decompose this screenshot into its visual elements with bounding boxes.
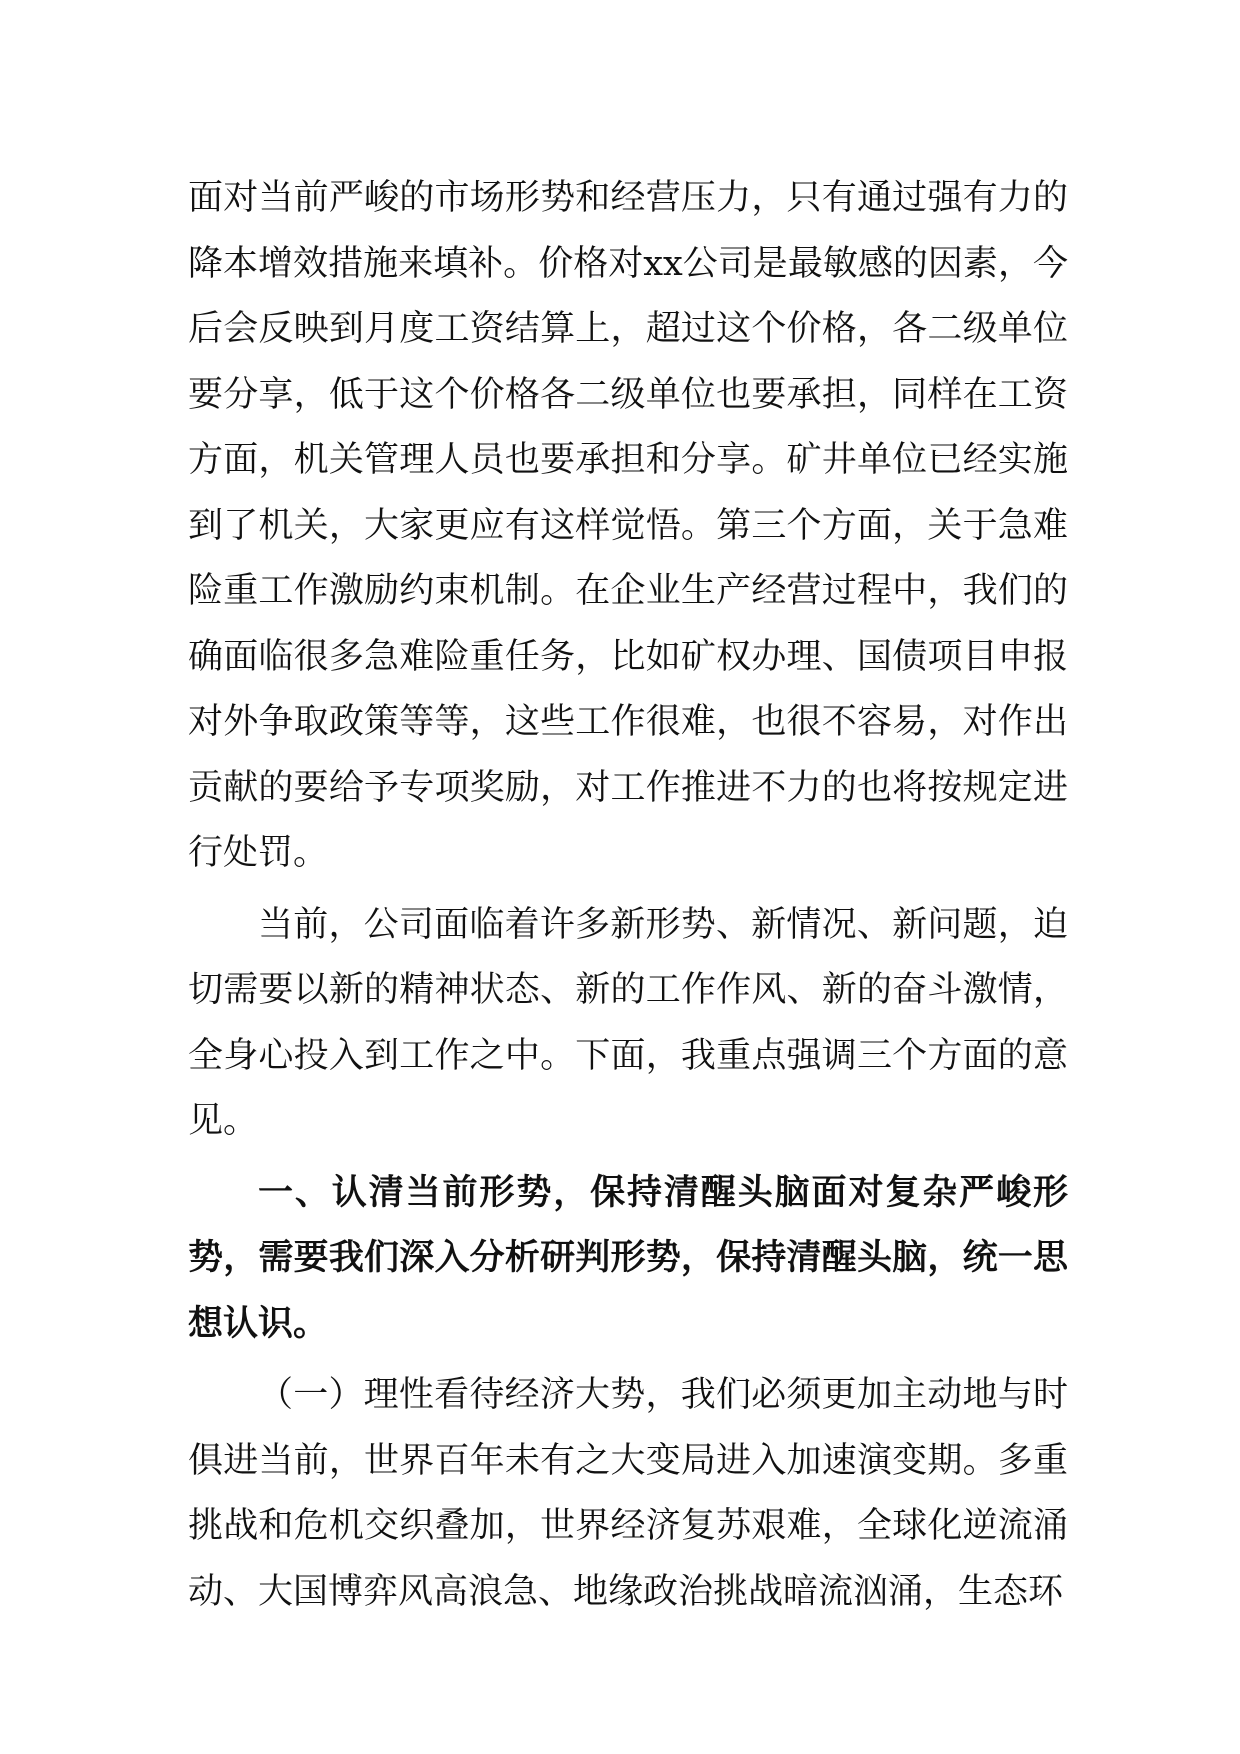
company-placeholder: xx <box>643 243 683 284</box>
paragraph-1-text-a: 面对当前严峻的市场形势和经营压力，只有通过强有力的降本增效措施来填补。价格对 <box>188 178 1068 284</box>
subsection-paragraph-1: （一）理性看待经济大势，我们必须更加主动地与时俱进当前，世界百年未有之大变局进入加速演变期。多重挑战和危机交织叠加，世界经济复苏艰难，全球化逆流涌动、大国博弈风高浪急、地缘政治挑战暗流汹涌，生态环 <box>188 1375 1068 1612</box>
body-paragraph-2: 当前，公司面临着许多新形势、新情况、新问题，迫切需要以新的精神状态、新的工作作风、新的奋斗激情，全身心投入到工作之中。下面，我重点强调三个方面的意见。 <box>188 904 1068 1141</box>
paragraph-1-text-b: 公司是最敏感的因素，今后会反映到月度工资结算上，超过这个价格，各二级单位要分享，低于这个价格各二级单位也要承担，同样在工资方面，机关管理人员也要承担和分享。矿井单位已经实施到了机关，大家更应有这样觉悟。第三个方面，关于急难险重工作激励约束机制。在企业生产经营过程中，我们的确面临很多急难险重任务，比如矿权办理、国债项目申报对外争取政策等等，这些工作很难，也很不容易，对作出贡献的要给予专项奖励，对工作推进不力的也将按规定进行处罚。 <box>188 243 1068 873</box>
body-paragraph-1 <box>188 166 1068 887</box>
document-page <box>188 166 1068 1625</box>
section-heading-1: 一、认清当前形势，保持清醒头脑面对复杂严峻形势，需要我们深入分析研判形势，保持清醒头脑，统一思想认识。 <box>188 1172 1068 1344</box>
